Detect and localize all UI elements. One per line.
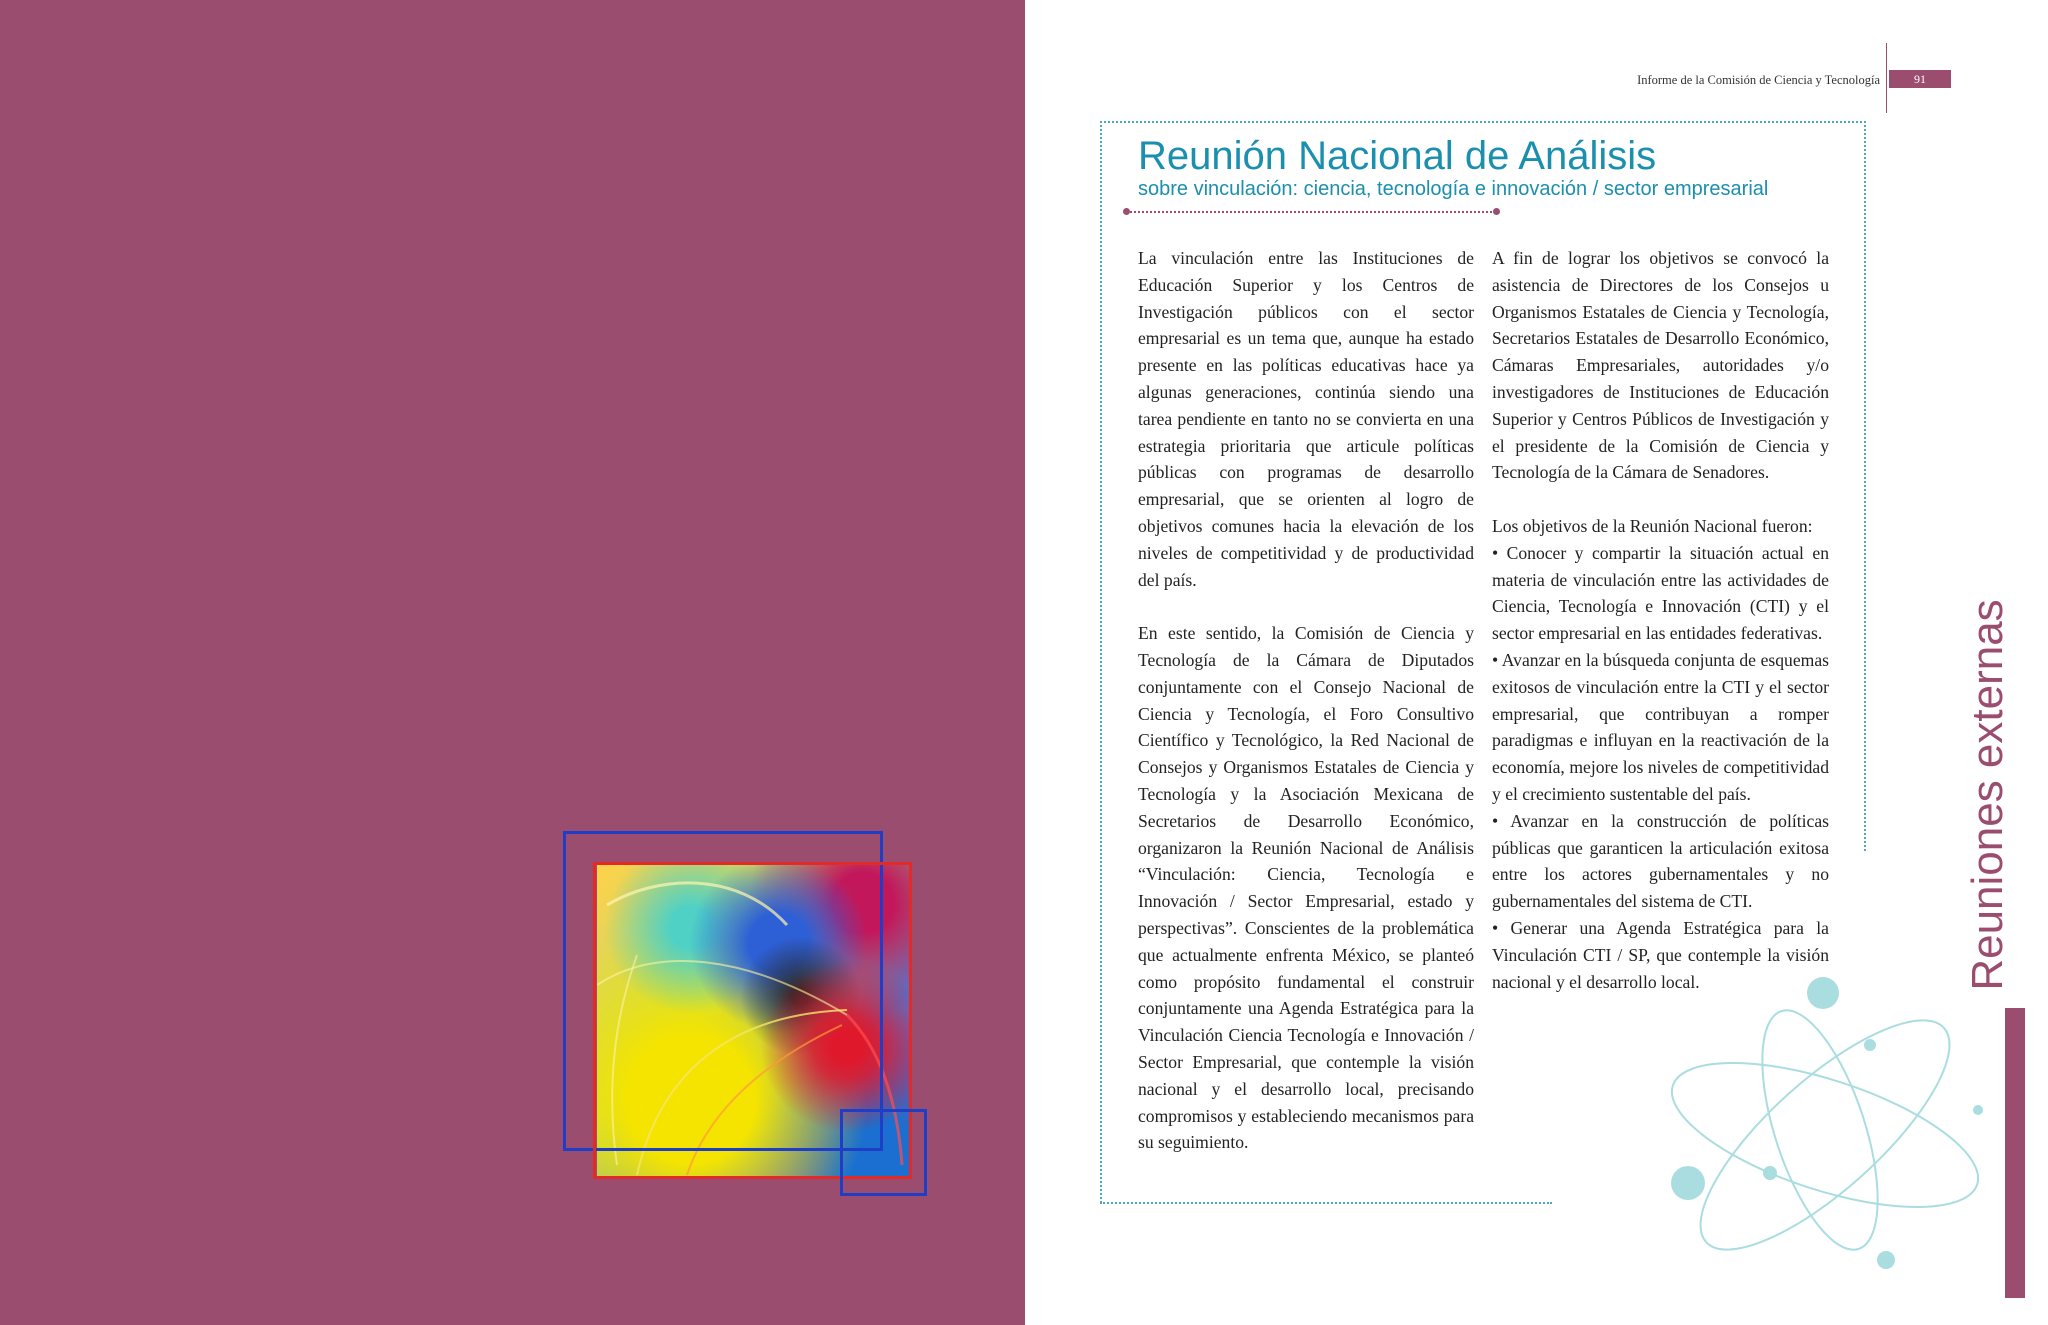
- objective-item: • Generar una Agenda Estratégica para la Vinculación CTI / SP, que contemple la visión nacional y el desarrollo local.: [1492, 917, 1829, 992]
- section-side-title-text: Reuniones externas: [1963, 598, 2012, 991]
- objective-item: • Avanzar en la búsqueda conjunta de esquemas exitosos de vinculación entre la CTI y el sector empresarial, que contribuyan a romper paradigmas e influyan en la reactivación de la economía, mejore los niveles de competitividad y el crecimiento sustentable del país.: [1492, 649, 1829, 804]
- header-divider: [1886, 43, 1887, 113]
- dotted-border-top: [1100, 121, 1866, 123]
- body-paragraph: En este sentido, la Comisión de Ciencia y Tecnología de la Cámara de Diputados conjuntamente con el Consejo Nacional de Ciencia y Tecnología, el Foro Consultivo Científico y Tecnológico, la Red Nacional de Consejos y Organismos Estatales de Ciencia y Tecnología y la Asociación Mexicana de Secretarios de Desarrollo Económico, organizaron la Reunión Nacional de Análisis “Vinculación: Ciencia, Tecnología e Innovación / Sector Empresarial, estado y perspectivas”. Conscientes de la problemática que actualmente enfrenta México, se planteó como propósito fundamental el construir conjuntamente una Agenda Estratégica para la Vinculación Ciencia Tecnología e Innovación / Sector Empresarial, que contemple la visión nacional y el desarrollo local, precisando compromisos y estableciendo mecanismos para su seguimiento.: [1138, 623, 1474, 1153]
- divider-dot-left: [1123, 208, 1130, 215]
- section-side-title: [1938, 597, 2038, 992]
- atom-icon: [1660, 970, 1990, 1280]
- page-number: 91: [1889, 70, 1951, 88]
- blue-frame-small: [840, 1109, 927, 1196]
- body-paragraph: La vinculación entre las Instituciones de Educación Superior y los Centros de Investigación públicos con el sector empresarial es un tema que, aunque ha estado presente en las políticas educativas hace ya algunas generaciones, continúa siendo una tarea pendiente en tanto no se convierta en una estrategia prioritaria que articule políticas públicas con programas de desarrollo empresarial, que se orienten al logro de objetivos comunes hacia la elevación de los niveles de competitividad y de productividad del país.: [1138, 248, 1474, 590]
- body-paragraph: A fin de lograr los objetivos se convocó la asistencia de Directores de los Consejos u Organismos Estatales de Ciencia y Tecnología, Secretarios Estatales de Desarrollo Económico, Cámaras Empresariales, autoridades y/o investigadores de Instituciones de Educación Superior y Centros Públicos de Investigación y el presidente de la Comisión de Ciencia y Tecnología de la Cámara de Senadores.: [1492, 248, 1829, 483]
- title-divider: [1126, 211, 1496, 213]
- objective-item: • Conocer y compartir la situación actual en materia de vinculación entre las actividades de Ciencia, Tecnología e Innovación (CTI) y el sector empresarial en las entidades federativas.: [1492, 542, 1829, 644]
- section-side-bar: [2005, 1008, 2025, 1298]
- dotted-border-bottom: [1100, 1202, 1552, 1204]
- running-header: Informe de la Comisión de Ciencia y Tecnología: [1637, 73, 1880, 87]
- objectives-intro: Los objetivos de la Reunión Nacional fueron:: [1492, 515, 1813, 536]
- article-subtitle: sobre vinculación: ciencia, tecnología e innovación / sector empresarial: [1138, 178, 1769, 200]
- dotted-border-left: [1100, 121, 1102, 1203]
- dotted-border-right: [1864, 121, 1866, 851]
- divider-dot-right: [1493, 208, 1500, 215]
- right-text-column: [1492, 245, 1829, 995]
- left-text-column: [1138, 245, 1474, 1183]
- article-title: Reunión Nacional de Análisis: [1138, 134, 1657, 178]
- objective-item: • Avanzar en la construcción de políticas públicas que garanticen la articulación exitosa entre los actores gubernamentales y no gubernamentales del sistema de CTI.: [1492, 810, 1829, 912]
